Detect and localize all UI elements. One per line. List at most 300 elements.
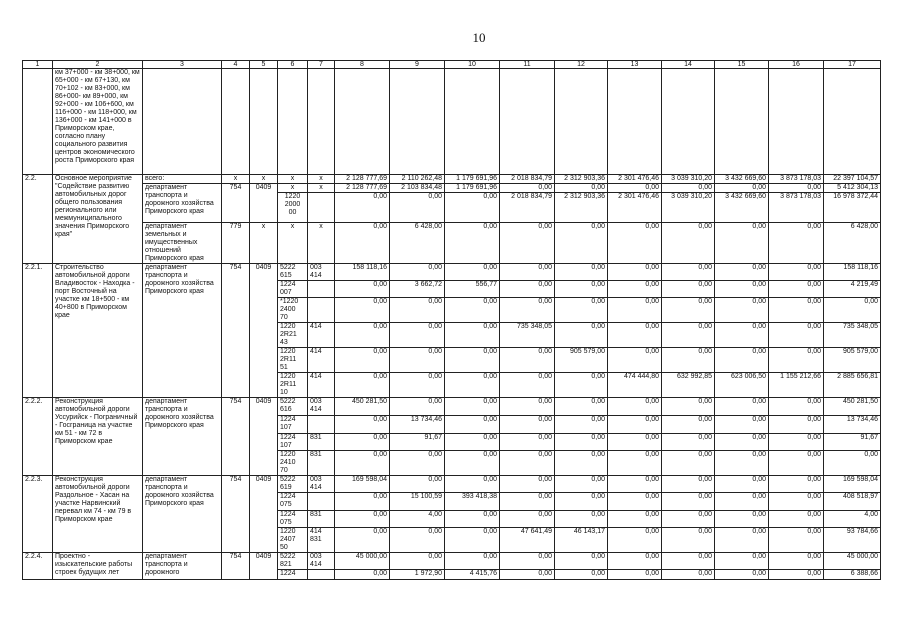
value-cell: 2 128 777,69 xyxy=(335,175,390,184)
table-cell: x xyxy=(278,223,308,264)
value-cell: 0,00 xyxy=(445,476,500,493)
kod-cell: 754 xyxy=(222,553,250,580)
value-cell: 0,00 xyxy=(555,570,608,580)
value-cell: 408 518,97 xyxy=(824,493,881,511)
value-cell: 0,00 xyxy=(662,281,715,298)
value-cell: 2 312 903,36 xyxy=(555,175,608,184)
value-cell: 623 006,50 xyxy=(715,373,769,398)
value-cell: 0,00 xyxy=(608,264,662,281)
kod-cell: 003 414 xyxy=(308,398,335,416)
kod-cell: 831 xyxy=(308,511,335,528)
value-cell: 0,00 xyxy=(445,223,500,264)
value-cell: 3 873 178,03 xyxy=(769,175,824,184)
name-cell: Основное мероприятие "Содействие развитию автомобильных дорог общего пользования регионального или межмуниципального значения Приморского края" xyxy=(53,175,143,264)
value-cell: 0,00 xyxy=(555,281,608,298)
value-cell: 0,00 xyxy=(715,511,769,528)
value-cell: 0,00 xyxy=(445,298,500,323)
value-cell: 0,00 xyxy=(608,416,662,434)
value-cell: 0,00 xyxy=(715,281,769,298)
value-cell: 0,00 xyxy=(555,434,608,451)
value-cell: 1 972,90 xyxy=(390,570,445,580)
column-header: 4 xyxy=(222,61,250,69)
value-cell: 15 100,59 xyxy=(390,493,445,511)
value-cell: 0,00 xyxy=(824,451,881,476)
num-cell: 2.2.3. xyxy=(23,476,53,553)
value-cell: 2 128 777,69 xyxy=(335,184,390,193)
value-cell: 0,00 xyxy=(390,298,445,323)
value-cell: 0,00 xyxy=(555,223,608,264)
column-header: 5 xyxy=(250,61,278,69)
value-cell: 0,00 xyxy=(500,493,555,511)
table-cell xyxy=(308,193,335,223)
name-cell: Реконструкция автомобильной дороги Раздольное - Хасан на участке Нарвинский перевал км 74 - км 79 в Приморском крае xyxy=(53,476,143,553)
kod-cell: 1224 007 xyxy=(278,281,308,298)
name-cell: км 37+000 - км 38+000, км 65+000 - км 67+130, км 70+102 - км 83+000, км 86+000- км 89+000, км 92+000 - км 106+600, км 116+000 - км 118+000, км 136+000 - км 141+000 в Приморском крае, согласно плану социального развития центров экономического роста Приморского края xyxy=(53,69,143,175)
value-cell: 0,00 xyxy=(715,476,769,493)
value-cell: 0,00 xyxy=(555,398,608,416)
value-cell: 0,00 xyxy=(608,493,662,511)
value-cell: 0,00 xyxy=(715,323,769,348)
column-header: 1 xyxy=(23,61,53,69)
value-cell: 0,00 xyxy=(662,398,715,416)
kod-cell: 1220 2407 50 xyxy=(278,528,308,553)
value-cell: 6 428,00 xyxy=(824,223,881,264)
kod-cell: 5222 615 xyxy=(278,264,308,281)
value-cell: 0,00 xyxy=(555,493,608,511)
kod-cell: 0409 xyxy=(250,184,278,223)
name-cell: Проектно - изыскательские работы строек будущих лет xyxy=(53,553,143,580)
kod-cell: 1220 2R21 43 xyxy=(278,323,308,348)
value-cell: 13 734,46 xyxy=(824,416,881,434)
kod-cell: 1224 075 xyxy=(278,511,308,528)
value-cell: 0,00 xyxy=(769,570,824,580)
value-cell: 47 641,49 xyxy=(500,528,555,553)
value-cell: 0,00 xyxy=(335,193,390,223)
value-cell: 16 978 372,44 xyxy=(824,193,881,223)
exec-cell: всего: xyxy=(143,175,222,184)
kod-cell: 1220 2R11 51 xyxy=(278,348,308,373)
value-cell: 0,00 xyxy=(662,493,715,511)
column-header: 6 xyxy=(278,61,308,69)
kod-cell: 5222 616 xyxy=(278,398,308,416)
exec-cell: департамент земельных и имущественных отношений Приморского края xyxy=(143,223,222,264)
value-cell: 91,67 xyxy=(390,434,445,451)
value-cell: 0,00 xyxy=(715,570,769,580)
value-cell: 0,00 xyxy=(769,323,824,348)
kod-cell: 003 414 xyxy=(308,553,335,570)
table-cell: x xyxy=(250,175,278,184)
value-cell: 0,00 xyxy=(500,451,555,476)
value-cell: 2 103 834,48 xyxy=(390,184,445,193)
empty-cell xyxy=(278,69,308,175)
value-cell: 0,00 xyxy=(445,434,500,451)
value-cell: 0,00 xyxy=(769,434,824,451)
column-header: 8 xyxy=(335,61,390,69)
empty-cell xyxy=(250,69,278,175)
value-cell: 0,00 xyxy=(555,298,608,323)
value-cell: 0,00 xyxy=(445,348,500,373)
value-cell: 0,00 xyxy=(608,298,662,323)
table-row xyxy=(23,69,881,175)
kod-cell: 1224 xyxy=(278,570,308,580)
table-cell: x xyxy=(308,184,335,193)
empty-cell xyxy=(769,69,824,175)
budget-table xyxy=(22,60,881,580)
value-cell: 0,00 xyxy=(769,398,824,416)
value-cell: 2 018 834,79 xyxy=(500,175,555,184)
value-cell: 0,00 xyxy=(715,416,769,434)
exec-cell: департамент транспорта и дорожного xyxy=(143,553,222,580)
value-cell: 169 598,04 xyxy=(824,476,881,493)
value-cell: 0,00 xyxy=(608,184,662,193)
value-cell: 0,00 xyxy=(715,493,769,511)
value-cell: 0,00 xyxy=(335,451,390,476)
column-header: 12 xyxy=(555,61,608,69)
name-cell: Реконструкция автомобильной дороги Уссурийск - Пограничный - Госграница на участке км 51 - км 72 в Приморском крае xyxy=(53,398,143,476)
kod-cell: 414 xyxy=(308,323,335,348)
value-cell: 0,00 xyxy=(445,373,500,398)
kod-cell: 1224 107 xyxy=(278,434,308,451)
empty-cell xyxy=(500,69,555,175)
value-cell: 0,00 xyxy=(390,323,445,348)
num-cell: 2.2.4. xyxy=(23,553,53,580)
value-cell: 1 179 691,96 xyxy=(445,184,500,193)
value-cell: 0,00 xyxy=(335,348,390,373)
kod-cell: 003 414 xyxy=(308,476,335,493)
kod-cell xyxy=(308,416,335,434)
value-cell: 0,00 xyxy=(335,528,390,553)
value-cell: 2 301 476,46 xyxy=(608,175,662,184)
kod-cell xyxy=(308,493,335,511)
value-cell: 0,00 xyxy=(662,451,715,476)
table-cell: 779 xyxy=(222,223,250,264)
value-cell: 93 784,66 xyxy=(824,528,881,553)
value-cell: 2 885 656,81 xyxy=(824,373,881,398)
empty-cell xyxy=(390,69,445,175)
kod-cell: 414 831 xyxy=(308,528,335,553)
value-cell: 4 219,49 xyxy=(824,281,881,298)
value-cell: 0,00 xyxy=(769,223,824,264)
value-cell: 0,00 xyxy=(555,416,608,434)
kod-cell: 1224 107 xyxy=(278,416,308,434)
table-row xyxy=(23,184,881,193)
value-cell: 169 598,04 xyxy=(335,476,390,493)
kod-cell: 1220 2R11 10 xyxy=(278,373,308,398)
value-cell: 0,00 xyxy=(390,553,445,570)
value-cell: 6 428,00 xyxy=(390,223,445,264)
value-cell: 0,00 xyxy=(335,223,390,264)
value-cell: 0,00 xyxy=(608,570,662,580)
value-cell: 0,00 xyxy=(445,553,500,570)
value-cell: 0,00 xyxy=(500,553,555,570)
table-row xyxy=(23,264,881,281)
table-row xyxy=(23,175,881,184)
value-cell: 450 281,50 xyxy=(824,398,881,416)
column-header: 7 xyxy=(308,61,335,69)
value-cell: 158 118,16 xyxy=(335,264,390,281)
exec-cell: департамент транспорта и дорожного хозяйства Приморского края xyxy=(143,184,222,223)
value-cell: 0,00 xyxy=(500,570,555,580)
value-cell: 1 179 691,96 xyxy=(445,175,500,184)
value-cell: 0,00 xyxy=(445,416,500,434)
column-header: 13 xyxy=(608,61,662,69)
value-cell: 0,00 xyxy=(715,553,769,570)
value-cell: 0,00 xyxy=(769,511,824,528)
value-cell: 158 118,16 xyxy=(824,264,881,281)
value-cell: 0,00 xyxy=(715,434,769,451)
value-cell: 13 734,46 xyxy=(390,416,445,434)
value-cell: 0,00 xyxy=(662,348,715,373)
kod-cell: 0409 xyxy=(250,264,278,398)
value-cell: 0,00 xyxy=(608,398,662,416)
value-cell: 0,00 xyxy=(390,373,445,398)
value-cell: 45 000,00 xyxy=(335,553,390,570)
kod-cell: 831 xyxy=(308,434,335,451)
value-cell: 0,00 xyxy=(390,348,445,373)
value-cell: 0,00 xyxy=(662,298,715,323)
value-cell: 0,00 xyxy=(555,323,608,348)
value-cell: 0,00 xyxy=(445,528,500,553)
value-cell: 0,00 xyxy=(335,570,390,580)
value-cell: 735 348,05 xyxy=(824,323,881,348)
value-cell: 905 579,00 xyxy=(555,348,608,373)
value-cell: 0,00 xyxy=(662,434,715,451)
kod-cell: 414 xyxy=(308,373,335,398)
value-cell: 4,00 xyxy=(824,511,881,528)
table-cell: x xyxy=(222,175,250,184)
empty-cell xyxy=(335,69,390,175)
value-cell: 0,00 xyxy=(608,348,662,373)
value-cell: 0,00 xyxy=(390,528,445,553)
value-cell: 0,00 xyxy=(608,553,662,570)
value-cell: 1 155 212,66 xyxy=(769,373,824,398)
value-cell: 0,00 xyxy=(662,570,715,580)
value-cell: 0,00 xyxy=(445,323,500,348)
value-cell: 0,00 xyxy=(662,528,715,553)
value-cell: 0,00 xyxy=(769,416,824,434)
column-header: 14 xyxy=(662,61,715,69)
kod-cell: 754 xyxy=(222,476,250,553)
value-cell: 3 039 310,20 xyxy=(662,193,715,223)
table-row xyxy=(23,223,881,264)
kod-cell: 754 xyxy=(222,184,250,223)
num-cell: 2.2. xyxy=(23,175,53,264)
value-cell: 0,00 xyxy=(769,553,824,570)
value-cell: 0,00 xyxy=(335,511,390,528)
column-header: 9 xyxy=(390,61,445,69)
value-cell: 0,00 xyxy=(769,528,824,553)
value-cell: 0,00 xyxy=(608,528,662,553)
column-header: 2 xyxy=(53,61,143,69)
value-cell: 0,00 xyxy=(445,193,500,223)
value-cell: 0,00 xyxy=(608,434,662,451)
column-header: 16 xyxy=(769,61,824,69)
value-cell: 0,00 xyxy=(500,416,555,434)
value-cell: 0,00 xyxy=(715,184,769,193)
value-cell: 0,00 xyxy=(500,398,555,416)
value-cell: 0,00 xyxy=(662,223,715,264)
value-cell: 91,67 xyxy=(824,434,881,451)
value-cell: 0,00 xyxy=(555,264,608,281)
value-cell: 0,00 xyxy=(390,451,445,476)
value-cell: 0,00 xyxy=(390,193,445,223)
value-cell: 0,00 xyxy=(769,493,824,511)
value-cell: 45 000,00 xyxy=(824,553,881,570)
empty-cell xyxy=(662,69,715,175)
empty-cell xyxy=(308,69,335,175)
value-cell: 0,00 xyxy=(335,281,390,298)
value-cell: 393 418,38 xyxy=(445,493,500,511)
kod-cell xyxy=(308,281,335,298)
value-cell: 0,00 xyxy=(608,223,662,264)
value-cell: 0,00 xyxy=(335,416,390,434)
column-header: 11 xyxy=(500,61,555,69)
value-cell: 0,00 xyxy=(608,323,662,348)
empty-cell xyxy=(824,69,881,175)
value-cell: 0,00 xyxy=(715,264,769,281)
value-cell: 0,00 xyxy=(500,476,555,493)
kod-cell: 0409 xyxy=(250,553,278,580)
value-cell: 4 415,76 xyxy=(445,570,500,580)
value-cell: 0,00 xyxy=(715,528,769,553)
value-cell: 0,00 xyxy=(608,511,662,528)
value-cell: 0,00 xyxy=(662,264,715,281)
name-cell: Строительство автомобильной дороги Владивосток - Находка - порт Восточный на участке км 18+500 - км 40+800 в Приморском крае xyxy=(53,264,143,398)
value-cell: 0,00 xyxy=(500,511,555,528)
table-cell: 1220 2000 00 xyxy=(278,193,308,223)
value-cell: 0,00 xyxy=(390,398,445,416)
table-cell: x xyxy=(250,223,278,264)
value-cell: 0,00 xyxy=(555,553,608,570)
column-header: 3 xyxy=(143,61,222,69)
empty-cell xyxy=(143,69,222,175)
value-cell: 0,00 xyxy=(555,451,608,476)
kod-cell: 831 xyxy=(308,451,335,476)
value-cell: 0,00 xyxy=(445,398,500,416)
kod-cell: *1220 2400 70 xyxy=(278,298,308,323)
kod-cell xyxy=(308,570,335,580)
value-cell: 0,00 xyxy=(715,451,769,476)
value-cell: 0,00 xyxy=(500,223,555,264)
empty-cell xyxy=(445,69,500,175)
value-cell: 0,00 xyxy=(555,184,608,193)
empty-cell xyxy=(222,69,250,175)
value-cell: 0,00 xyxy=(445,451,500,476)
value-cell: 0,00 xyxy=(662,416,715,434)
value-cell: 0,00 xyxy=(769,281,824,298)
value-cell: 0,00 xyxy=(445,511,500,528)
column-header: 17 xyxy=(824,61,881,69)
value-cell: 556,77 xyxy=(445,281,500,298)
kod-cell: 5222 619 xyxy=(278,476,308,493)
column-header: 15 xyxy=(715,61,769,69)
value-cell: 0,00 xyxy=(445,264,500,281)
value-cell: 0,00 xyxy=(555,511,608,528)
value-cell: 0,00 xyxy=(824,298,881,323)
value-cell: 0,00 xyxy=(335,434,390,451)
value-cell: 0,00 xyxy=(500,184,555,193)
value-cell: 0,00 xyxy=(500,298,555,323)
value-cell: 3 873 178,03 xyxy=(769,193,824,223)
value-cell: 3 039 310,20 xyxy=(662,175,715,184)
value-cell: 3 432 669,60 xyxy=(715,193,769,223)
exec-cell: департамент транспорта и дорожного хозяйства Приморского края xyxy=(143,264,222,398)
value-cell: 0,00 xyxy=(769,451,824,476)
value-cell: 450 281,50 xyxy=(335,398,390,416)
num-cell: 2.2.2. xyxy=(23,398,53,476)
value-cell: 0,00 xyxy=(662,511,715,528)
value-cell: 22 397 104,57 xyxy=(824,175,881,184)
page-number: 10 xyxy=(472,30,486,45)
value-cell: 632 992,85 xyxy=(662,373,715,398)
value-cell: 0,00 xyxy=(662,323,715,348)
value-cell: 6 388,66 xyxy=(824,570,881,580)
header-row xyxy=(23,61,881,69)
value-cell: 0,00 xyxy=(769,476,824,493)
value-cell: 0,00 xyxy=(390,476,445,493)
value-cell: 2 018 834,79 xyxy=(500,193,555,223)
table-row xyxy=(23,553,881,570)
value-cell: 0,00 xyxy=(662,476,715,493)
kod-cell: 0409 xyxy=(250,476,278,553)
value-cell: 4,00 xyxy=(390,511,445,528)
value-cell: 0,00 xyxy=(715,298,769,323)
value-cell: 0,00 xyxy=(608,476,662,493)
table-cell: x xyxy=(278,175,308,184)
value-cell: 2 301 476,46 xyxy=(608,193,662,223)
value-cell: 0,00 xyxy=(500,348,555,373)
kod-cell: 1220 2410 70 xyxy=(278,451,308,476)
value-cell: 0,00 xyxy=(335,493,390,511)
value-cell: 0,00 xyxy=(769,348,824,373)
table-cell: x xyxy=(308,223,335,264)
table-cell: x xyxy=(278,184,308,193)
value-cell: 0,00 xyxy=(500,281,555,298)
value-cell: 0,00 xyxy=(662,553,715,570)
value-cell: 3 432 669,60 xyxy=(715,175,769,184)
value-cell: 2 312 903,36 xyxy=(555,193,608,223)
value-cell: 5 412 304,13 xyxy=(824,184,881,193)
value-cell: 0,00 xyxy=(715,398,769,416)
value-cell: 0,00 xyxy=(335,323,390,348)
table-row xyxy=(23,476,881,493)
value-cell: 0,00 xyxy=(500,264,555,281)
kod-cell: 5222 821 xyxy=(278,553,308,570)
num-cell: 2.2.1. xyxy=(23,264,53,398)
value-cell: 0,00 xyxy=(769,264,824,281)
kod-cell: 754 xyxy=(222,398,250,476)
exec-cell: департамент транспорта и дорожного хозяйства Приморского края xyxy=(143,476,222,553)
value-cell: 46 143,17 xyxy=(555,528,608,553)
table-cell: x xyxy=(308,175,335,184)
value-cell: 0,00 xyxy=(715,223,769,264)
empty-cell xyxy=(715,69,769,175)
value-cell: 0,00 xyxy=(715,348,769,373)
value-cell: 905 579,00 xyxy=(824,348,881,373)
value-cell: 0,00 xyxy=(769,184,824,193)
kod-cell: 1224 075 xyxy=(278,493,308,511)
value-cell: 0,00 xyxy=(608,281,662,298)
value-cell: 2 110 262,48 xyxy=(390,175,445,184)
kod-cell: 754 xyxy=(222,264,250,398)
value-cell: 3 662,72 xyxy=(390,281,445,298)
exec-cell: департамент транспорта и дорожного хозяйства Приморского края xyxy=(143,398,222,476)
kod-cell: 0409 xyxy=(250,398,278,476)
num-cell xyxy=(23,69,53,175)
value-cell: 474 444,80 xyxy=(608,373,662,398)
value-cell: 0,00 xyxy=(662,184,715,193)
value-cell: 0,00 xyxy=(769,298,824,323)
